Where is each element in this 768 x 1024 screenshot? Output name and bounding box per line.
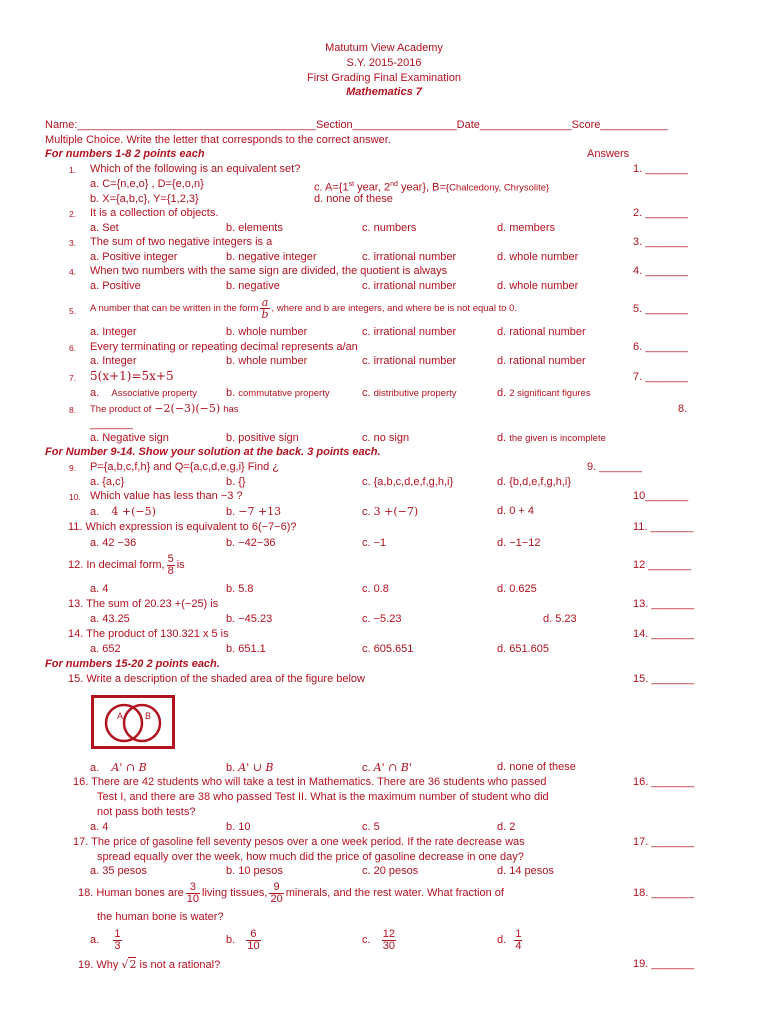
q16-text-line-2: Test I, and there are 38 who passed Test II. What is the maximum number of student who did xyxy=(97,791,549,803)
q7-choice-c: c. distributive property xyxy=(362,387,457,399)
q15-choice-c: c. A' ∩ B' xyxy=(362,761,412,774)
q11-text: 11. Which expression is equivalent to 6(−7−6)? xyxy=(68,521,297,533)
q9-choice-c: c. {a,b,c,d,e,f,g,h,i} xyxy=(362,476,454,488)
q5-answer-blank: 5. _______ xyxy=(633,303,689,315)
q3-choice-b: b. negative integer xyxy=(226,251,317,263)
q5-choice-a: a. Integer xyxy=(90,326,137,338)
q1-choice-a: a. C={n,e,o} , D={e,o,n} xyxy=(90,178,204,190)
q19-answer-blank: 19. _______ xyxy=(633,958,695,970)
q18-text-line-2: the human bone is water? xyxy=(97,911,224,923)
q1-choice-d: d. none of these xyxy=(314,193,393,205)
q13-choice-a: a. 43.25 xyxy=(90,613,130,625)
q4-choice-a: a. Positive xyxy=(90,280,141,292)
q4-choice-c: c. irrational number xyxy=(362,280,457,292)
q5-choice-c: c. irrational number xyxy=(362,326,457,338)
q12-text: 12. In decimal form, $\frac{5}{8}$ is xyxy=(68,552,185,577)
q10-choice-d: d. 0 + 4 xyxy=(497,505,535,517)
q7-choice-d: d. 2 significant figures xyxy=(497,387,591,399)
q15-choice-b: b. A' ∪ B xyxy=(226,761,274,774)
set-a-label: A xyxy=(117,711,124,721)
q17-choice-d: d. 14 pesos xyxy=(497,865,554,877)
q7-answer-blank: 7. _______ xyxy=(633,371,689,383)
q3-choice-a: a. Positive integer xyxy=(90,251,178,263)
q14-text: 14. The product of 130.321 x 5 is xyxy=(68,628,229,640)
q7-choice-a: a. Associative property xyxy=(90,387,197,399)
q2-choice-b: b. elements xyxy=(226,222,283,234)
q6-choice-a: a. Integer xyxy=(90,355,137,367)
q12-answer-blank: 12 _______ xyxy=(633,559,692,571)
q4-choice-b: b. negative xyxy=(226,280,280,292)
q17-choice-c: c. 20 pesos xyxy=(362,865,419,877)
q11-choice-d: d. −1−12 xyxy=(497,537,541,549)
q8-choice-a: a. Negative sign xyxy=(90,432,169,444)
q4-number: 4. xyxy=(69,267,77,277)
answers-heading: Answers xyxy=(587,148,630,160)
q7-text: 5(x+1)=5x+5 xyxy=(90,369,174,383)
q16-answer-blank: 16. _______ xyxy=(633,776,695,788)
q5-number: 5. xyxy=(69,306,77,316)
q15-choice-a: a. A' ∩ B xyxy=(90,761,147,774)
q17-choice-a: a. 35 pesos xyxy=(90,865,147,877)
q6-answer-blank: 6. _______ xyxy=(633,341,689,353)
q14-choice-d: d. 651.605 xyxy=(497,643,549,655)
q17-choice-b: b. 10 pesos xyxy=(226,865,283,877)
q9-text: P={a,b,c,f,h} and Q={a,c,d,e,g,i} Find ¿ xyxy=(90,461,279,473)
q3-number: 3. xyxy=(69,238,77,248)
set-b-label: B xyxy=(145,711,152,721)
q6-choice-d: d. rational number xyxy=(497,355,586,367)
q14-choice-a: a. 652 xyxy=(90,643,121,655)
q2-choice-c: c. numbers xyxy=(362,222,417,234)
instructions: Multiple Choice. Write the letter that corresponds to the correct answer. xyxy=(45,134,391,146)
q9-number: 9. xyxy=(69,463,77,473)
q11-choice-c: c. −1 xyxy=(362,537,387,549)
q9-answer-blank: 9. _______ xyxy=(587,461,643,473)
q18-choice-b: b. $\frac{6}{10}$ xyxy=(226,927,260,952)
q14-choice-b: b. 651.1 xyxy=(226,643,266,655)
q2-choice-d: d. members xyxy=(497,222,556,234)
q16-choice-a: a. 4 xyxy=(90,821,109,833)
q19-text: 19. Why √2 is not a rational? xyxy=(78,958,221,971)
q6-text: Every terminating or repeating decimal represents a/an xyxy=(90,341,358,353)
q18-text-line-1: 18. Human bones are $\frac{3}{10}$ living tissues, $\frac{9}{20}$ minerals, and the rest water. What fraction of xyxy=(78,880,504,905)
q8-choice-c: c. no sign xyxy=(362,432,410,444)
section-1-heading: For numbers 1-8 2 points each xyxy=(45,148,205,160)
q10-answer-blank: 10_______ xyxy=(633,490,689,502)
q11-answer-blank: 11. _______ xyxy=(633,521,694,533)
q4-answer-blank: 4. _______ xyxy=(633,265,689,277)
subject-title: Mathematics 7 xyxy=(346,86,422,98)
q8-answer-blank: _______ xyxy=(90,418,133,430)
q18-choice-c: c. $\frac{12}{30}$ xyxy=(362,927,395,952)
q6-choice-c: c. irrational number xyxy=(362,355,457,367)
q1-text: Which of the following is an equivalent set? xyxy=(90,163,301,175)
q14-answer-blank: 14. _______ xyxy=(633,628,695,640)
section-2-heading: For Number 9-14. Show your solution at the back. 3 points each. xyxy=(45,446,381,458)
q4-text: When two numbers with the same sign are divided, the quotient is always xyxy=(90,265,448,277)
q3-answer-blank: 3. _______ xyxy=(633,236,689,248)
q5-text: A number that can be written in the form $\frac{a}{b}$ , where and b are integers, and where be is not equal to 0. xyxy=(90,296,518,321)
q2-answer-blank: 2. _______ xyxy=(633,207,689,219)
section-3-heading: For numbers 15-20 2 points each. xyxy=(45,658,220,670)
q17-answer-blank: 17. _______ xyxy=(633,836,695,848)
q11-choice-b: b. −42−36 xyxy=(226,537,276,549)
school-name: Matutum View Academy xyxy=(325,42,443,54)
q7-choice-b: b. commutative property xyxy=(226,387,330,399)
q13-text: 13. The sum of 20.23 +(−25) is xyxy=(68,598,219,610)
q7-number: 7. xyxy=(69,373,77,383)
q10-choice-b: b. −7 +13 xyxy=(226,505,282,518)
q16-choice-d: d. 2 xyxy=(497,821,516,833)
q13-answer-blank: 13. _______ xyxy=(633,598,695,610)
q1-number: 1. xyxy=(69,165,77,175)
q14-choice-c: c. 605.651 xyxy=(362,643,414,655)
q15-answer-blank: 15. _______ xyxy=(633,673,695,685)
venn-diagram xyxy=(91,695,175,749)
q16-text-line-3: not pass both tests? xyxy=(97,806,196,818)
q1-answer-blank: 1. _______ xyxy=(633,163,689,175)
q3-choice-c: c. irrational number xyxy=(362,251,457,263)
q13-choice-d: d. 5.23 xyxy=(543,613,577,625)
q2-choice-a: a. Set xyxy=(90,222,119,234)
q17-text-line-1: 17. The price of gasoline fell seventy pesos over a one week period. If the rate decrease was xyxy=(73,836,525,848)
q4-choice-d: d. whole number xyxy=(497,280,579,292)
q1-choice-c: c. A={1st year, 2nd year}, B={Chalcedony, Chrysolite} xyxy=(314,181,550,194)
q8-answer-number: 8. xyxy=(678,403,688,415)
q13-choice-b: b. −45.23 xyxy=(226,613,273,625)
q10-choice-c: c. 3 +(−7) xyxy=(362,505,419,518)
q16-text-line-1: 16. There are 42 students who will take a test in Mathematics. There are 36 students who passed xyxy=(73,776,547,788)
q13-choice-c: c. −5.23 xyxy=(362,613,402,625)
q2-number: 2. xyxy=(69,209,77,219)
school-year: S.Y. 2015-2016 xyxy=(346,57,422,69)
q10-choice-a: a. 4 +(−5) xyxy=(90,505,156,518)
q10-text: Which value has less than −3 ? xyxy=(90,490,243,502)
q9-choice-b: b. {} xyxy=(226,476,246,488)
q12-choice-c: c. 0.8 xyxy=(362,583,389,595)
q2-text: It is a collection of objects. xyxy=(90,207,219,219)
q1-choice-b: b. X={a,b,c}, Y={1,2,3} xyxy=(90,193,199,205)
q12-choice-d: d. 0.625 xyxy=(497,583,537,595)
q10-number: 10. xyxy=(69,492,81,502)
exam-title: First Grading Final Examination xyxy=(306,72,462,84)
q6-choice-b: b. whole number xyxy=(226,355,308,367)
q3-text: The sum of two negative integers is a xyxy=(90,236,273,248)
q8-text: The product of −2(−3)(−5) has xyxy=(90,402,239,415)
q12-choice-b: b. 5.8 xyxy=(226,583,254,595)
q8-number: 8. xyxy=(69,405,77,415)
q8-choice-b: b. positive sign xyxy=(226,432,299,444)
q18-choice-d: d. $\frac{1}{4}$ xyxy=(497,927,522,952)
q16-choice-c: c. 5 xyxy=(362,821,380,833)
q5-choice-d: d. rational number xyxy=(497,326,586,338)
q8-choice-d: d. the given is incomplete xyxy=(497,432,606,444)
q11-choice-a: a. 42 −36 xyxy=(90,537,137,549)
q3-choice-d: d. whole number xyxy=(497,251,579,263)
q15-text: 15. Write a description of the shaded area of the figure below xyxy=(68,673,365,685)
q16-choice-b: b. 10 xyxy=(226,821,251,833)
q5-choice-b: b. whole number xyxy=(226,326,308,338)
q6-number: 6. xyxy=(69,343,77,353)
q15-choice-d: d. none of these xyxy=(497,761,576,773)
q9-choice-d: d. {b,d,e,f,g,h,i} xyxy=(497,476,572,488)
name-section-date-score-line: Name:_______________________________________Section_________________Date_______________Score___________ xyxy=(45,119,668,131)
q18-choice-a: a. $\frac{1}{3}$ xyxy=(90,927,121,952)
q17-text-line-2: spread equally over the week, how much did the price of gasoline decrease in one day? xyxy=(97,851,524,863)
q18-answer-blank: 18. _______ xyxy=(633,887,695,899)
q12-choice-a: a. 4 xyxy=(90,583,109,595)
q9-choice-a: a. {a,c} xyxy=(90,476,125,488)
